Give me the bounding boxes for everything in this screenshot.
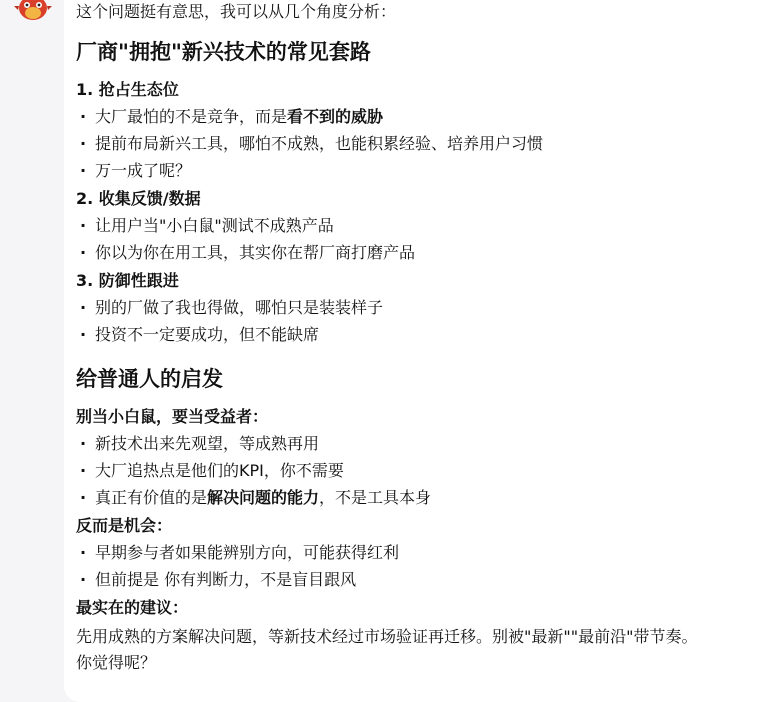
list-item-text: 别的厂做了我也得做，哪怕只是装装样子 <box>95 298 384 317</box>
list-item-text: 提前布局新兴工具，哪怕不成熟，也能积累经验、培养用户习惯 <box>95 134 544 153</box>
bullet-icon: · <box>80 325 87 344</box>
list-item-text: 你以为你在用工具，其实你在帮厂商打磨产品 <box>95 243 416 262</box>
list-item <box>76 323 766 347</box>
list-item-tail: ，不是工具本身 <box>319 488 432 507</box>
list-item-emphasis: 看不到的威胁 <box>287 107 384 126</box>
advice-heading: 最实在的建议： <box>76 598 189 617</box>
section-title: 给普通人的启发 <box>76 367 223 391</box>
list-item-text: 早期参与者如果能辨别方向，可能获得红利 <box>95 543 400 562</box>
advice-text: 先用成熟的方案解决问题，等新技术经过市场验证再迁移。别被"最新""最前沿"带节奏。 <box>76 627 698 646</box>
list-item <box>76 132 766 156</box>
list-item <box>76 159 766 183</box>
list-item-emphasis: 解决问题的能力 <box>207 488 320 507</box>
list-item-text: 投资不一定要成功，但不能缺席 <box>95 325 320 344</box>
group-heading: 反而是机会： <box>76 516 173 535</box>
list-item <box>76 459 766 483</box>
list-item-text: 让用户当"小白鼠"测试不成熟产品 <box>95 216 334 235</box>
list-item-text: 但前提是 你有判断力，不是盲目跟风 <box>95 570 357 589</box>
bullet-icon: · <box>80 216 87 235</box>
group-heading: 1. 抢占生态位 <box>76 80 179 99</box>
group-heading: 别当小白鼠，要当受益者： <box>76 407 269 426</box>
bullet-icon: · <box>80 107 87 126</box>
bullet-icon: · <box>80 434 87 453</box>
section-2-body <box>76 405 766 592</box>
list-item <box>76 241 766 265</box>
list-item <box>76 568 766 592</box>
list-item <box>76 214 766 238</box>
list-item <box>76 296 766 320</box>
bullet-icon: · <box>80 134 87 153</box>
bullet-icon: · <box>80 461 87 480</box>
list-item-text: 大厂最怕的不是竞争，而是 <box>95 107 288 126</box>
list-item <box>76 105 766 129</box>
bullet-icon: · <box>80 570 87 589</box>
bullet-icon: · <box>80 488 87 507</box>
list-item-text: 大厂追热点是他们的KPI，你不需要 <box>95 461 344 480</box>
bullet-icon: · <box>80 243 87 262</box>
intro-text: 这个问题挺有意思，我可以从几个角度分析： <box>76 2 397 21</box>
bullet-icon: · <box>80 161 87 180</box>
assistant-message-content <box>76 0 766 676</box>
section-title: 厂商"拥抱"新兴技术的常见套路 <box>76 40 371 64</box>
bullet-icon: · <box>80 543 87 562</box>
mascot-avatar-icon <box>14 0 52 24</box>
list-item-text: 真正有价值的是 <box>95 488 208 507</box>
list-item <box>76 486 766 510</box>
closing-text: 你觉得呢？ <box>76 653 157 672</box>
group-heading: 2. 收集反馈/数据 <box>76 189 201 208</box>
list-item-text: 新技术出来先观望，等成熟再用 <box>95 434 320 453</box>
bullet-icon: · <box>80 298 87 317</box>
list-item-text: 万一成了呢？ <box>95 161 192 180</box>
group-heading: 3. 防御性跟进 <box>76 271 179 290</box>
section-1-body <box>76 78 766 347</box>
list-item <box>76 541 766 565</box>
list-item <box>76 432 766 456</box>
